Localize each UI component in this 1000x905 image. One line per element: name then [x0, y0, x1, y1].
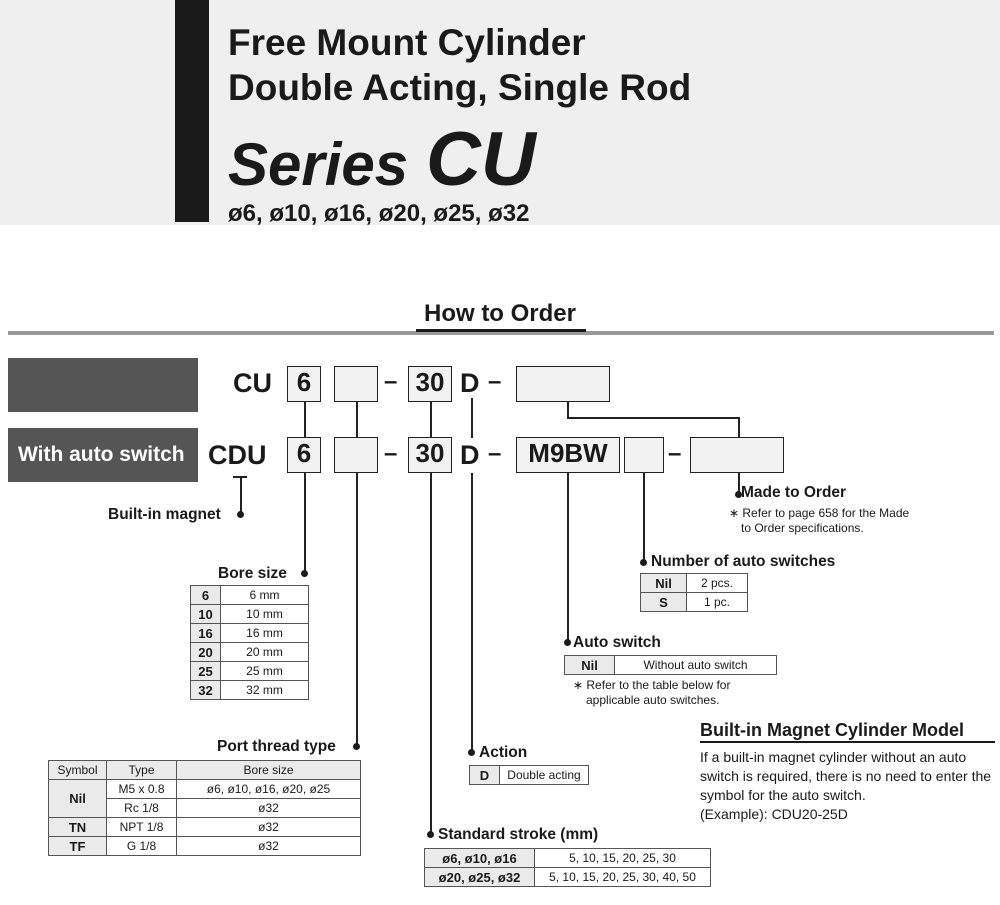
table-cell: ø6, ø10, ø16: [425, 849, 535, 868]
bullet-dot: [564, 639, 571, 646]
standard-model-bar: [8, 358, 198, 412]
standard-stroke-label: Standard stroke (mm): [438, 826, 599, 843]
table-cell: 25: [191, 662, 221, 681]
col-header: Symbol: [49, 761, 107, 780]
table-cell: 5, 10, 15, 20, 25, 30: [535, 849, 711, 868]
connector: [567, 417, 739, 419]
auto-switch-note-1: ∗ Refer to the table below for: [573, 678, 731, 692]
title-line-1: Free Mount Cylinder: [228, 22, 586, 63]
row2-dash-3: –: [668, 440, 682, 467]
connector: [240, 476, 242, 514]
row2-mto-box: [690, 437, 784, 473]
row2-dash-1: –: [384, 440, 398, 467]
table-cell: 6 mm: [221, 586, 309, 605]
table-cell: D: [470, 766, 500, 785]
made-to-order-label: Made to Order: [741, 484, 847, 501]
table-row: [641, 593, 748, 612]
section-title-underline: [416, 329, 586, 332]
table-row: [425, 868, 711, 887]
row1-dash-1: –: [384, 368, 398, 395]
connector: [304, 402, 306, 437]
built-in-magnet-label: Built-in magnet: [108, 506, 221, 523]
magnet-model-text: [700, 748, 1000, 824]
table-cell: 6: [191, 586, 221, 605]
connector: [430, 402, 432, 437]
table-cell: 16: [191, 624, 221, 643]
bore-sizes-line: ø6, ø10, ø16, ø20, ø25, ø32: [228, 200, 530, 227]
row1-port-box: [334, 366, 378, 402]
connector: [738, 417, 740, 437]
series-code: CU: [425, 117, 536, 202]
header-accent-bar: [175, 0, 209, 222]
table-cell: 20: [191, 643, 221, 662]
table-row: [565, 656, 777, 675]
table-cell: M5 x 0.8: [107, 780, 177, 799]
table-cell: ø32: [177, 799, 361, 818]
table-cell: 25 mm: [221, 662, 309, 681]
table-cell: Double acting: [500, 766, 589, 785]
table-row: [191, 605, 309, 624]
auto-switch-label: Auto switch: [573, 634, 661, 651]
row1-dash-2: –: [488, 368, 502, 395]
connector: [567, 473, 569, 643]
series-title: [228, 116, 536, 203]
bullet-dot: [301, 570, 308, 577]
row2-dash-2: –: [488, 440, 502, 467]
table-cell: 1 pc.: [687, 593, 748, 612]
connector: [643, 473, 645, 563]
bore-size-label: Bore size: [218, 565, 287, 582]
standard-stroke-table: [424, 848, 711, 887]
table-cell: TF: [49, 837, 107, 856]
row2-num-box: [624, 437, 664, 473]
magnet-model-body: If a built-in magnet cylinder without an auto switch is required, there is no need to enter the symbol for the auto switch.: [700, 749, 992, 803]
table-row: [470, 766, 589, 785]
table-cell: 5, 10, 15, 20, 25, 30, 40, 50: [535, 868, 711, 887]
table-cell: ø32: [177, 837, 361, 856]
connector: [304, 473, 306, 573]
bullet-dot: [353, 743, 360, 750]
connector: [430, 473, 432, 835]
table-cell: 16 mm: [221, 624, 309, 643]
table-cell: 10 mm: [221, 605, 309, 624]
table-row: [191, 586, 309, 605]
bullet-dot: [237, 511, 244, 518]
table-cell: 32: [191, 681, 221, 700]
port-thread-table: [48, 760, 361, 856]
row1-action: D: [460, 368, 480, 398]
table-cell: NPT 1/8: [107, 818, 177, 837]
row1-bore-box: 6: [287, 366, 321, 402]
table-cell: ø6, ø10, ø16, ø20, ø25: [177, 780, 361, 799]
table-cell: ø32: [177, 818, 361, 837]
table-cell: ø20, ø25, ø32: [425, 868, 535, 887]
action-table: [469, 765, 589, 785]
num-switches-label: Number of auto switches: [651, 553, 836, 570]
row2-action: D: [460, 440, 480, 470]
row2-stroke-box: 30: [408, 437, 452, 473]
table-cell: 2 pcs.: [687, 574, 748, 593]
auto-switch-note-2: applicable auto switches.: [586, 693, 720, 707]
col-header: Bore size: [177, 761, 361, 780]
section-title: How to Order: [423, 300, 576, 327]
row1-mto-box: [516, 366, 610, 402]
table-row: [191, 624, 309, 643]
made-to-order-note-2: to Order specifications.: [741, 521, 864, 535]
auto-switch-bar: With auto switch: [8, 428, 198, 482]
table-cell: Nil: [565, 656, 615, 675]
bullet-dot: [640, 559, 647, 566]
bullet-dot: [427, 831, 434, 838]
table-cell: 32 mm: [221, 681, 309, 700]
bore-size-table: [190, 585, 309, 700]
row1-prefix: CU: [233, 368, 272, 398]
bullet-dot: [468, 749, 475, 756]
series-word: Series: [228, 131, 409, 198]
row2-port-box: [334, 437, 378, 473]
row2-switch-box: M9BW: [516, 437, 620, 473]
table-cell: 20 mm: [221, 643, 309, 662]
auto-switch-table: [564, 655, 777, 675]
connector: [567, 402, 569, 418]
made-to-order-note-1: ∗ Refer to page 658 for the Made: [729, 506, 910, 520]
table-row: [191, 662, 309, 681]
table-cell: TN: [49, 818, 107, 837]
num-switches-table: [640, 573, 748, 612]
row2-bore-box: 6: [287, 437, 321, 473]
magnet-model-title: Built-in Magnet Cylinder Model: [700, 720, 964, 740]
col-header: Type: [107, 761, 177, 780]
table-cell: 10: [191, 605, 221, 624]
connector: [356, 402, 358, 437]
table-cell: Rc 1/8: [107, 799, 177, 818]
connector: [233, 476, 247, 478]
table-row: [425, 849, 711, 868]
table-cell: Nil: [641, 574, 687, 593]
table-cell: G 1/8: [107, 837, 177, 856]
title-line-2: Double Acting, Single Rod: [228, 67, 692, 108]
table-cell: Without auto switch: [615, 656, 777, 675]
magnet-model-underline: [700, 741, 995, 743]
action-label: Action: [479, 744, 528, 761]
connector: [356, 473, 358, 747]
connector: [471, 473, 473, 753]
table-row: [191, 643, 309, 662]
row1-stroke-box: 30: [408, 366, 452, 402]
table-cell: Nil: [49, 780, 107, 818]
table-cell: S: [641, 593, 687, 612]
row2-prefix: CDU: [208, 440, 267, 470]
table-row: [191, 681, 309, 700]
connector: [471, 398, 473, 438]
magnet-model-example: (Example): CDU20-25D: [700, 806, 848, 822]
table-row: [641, 574, 748, 593]
port-thread-label: Port thread type: [217, 738, 336, 755]
